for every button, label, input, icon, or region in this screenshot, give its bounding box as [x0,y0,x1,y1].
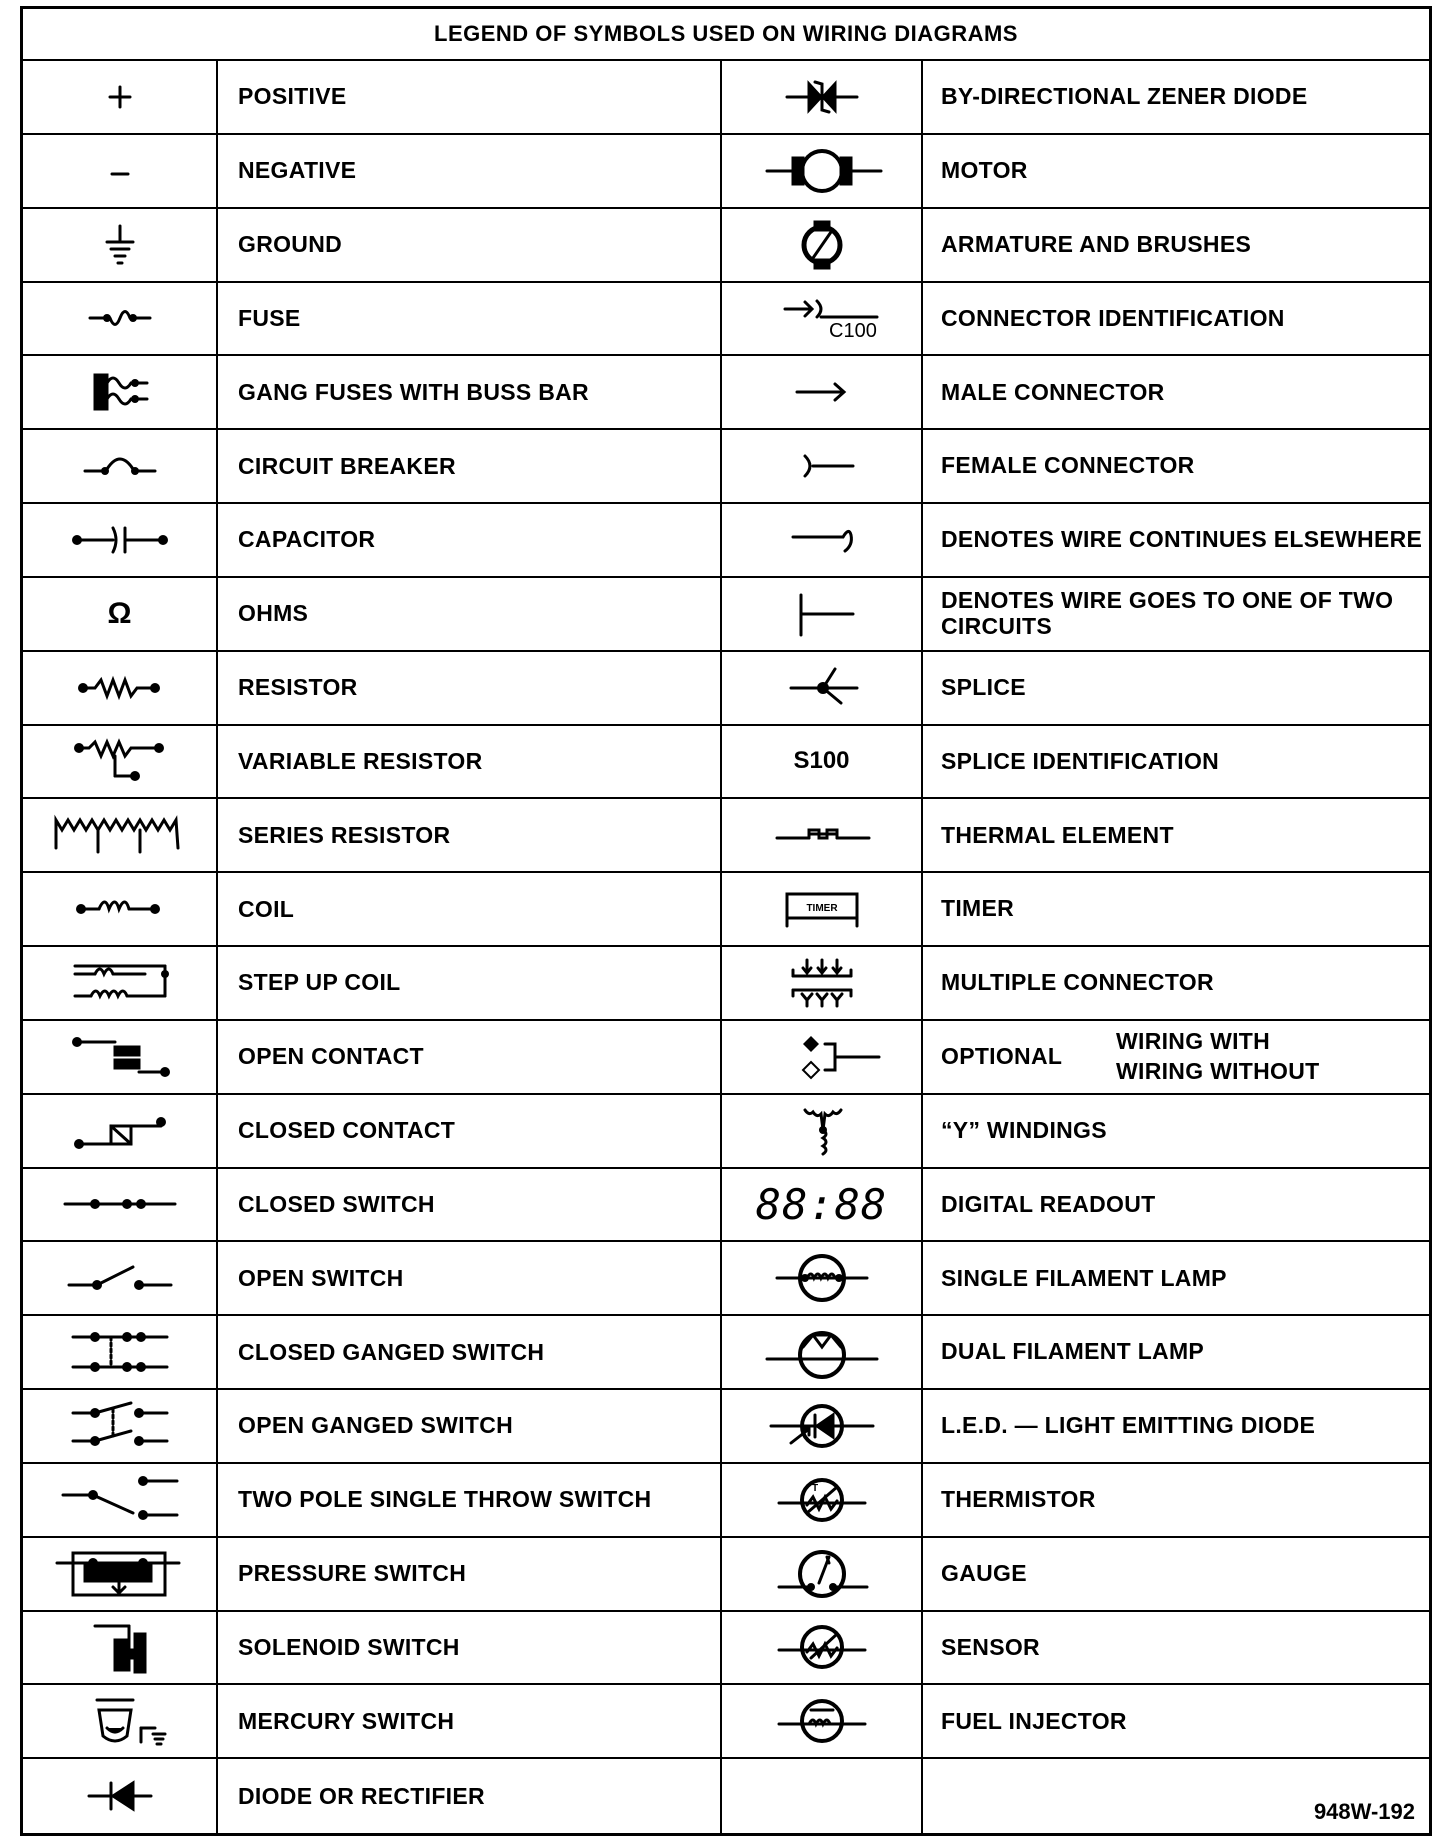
symbol-label: CLOSED CONTACT [218,1095,722,1169]
symbol-label: THERMAL ELEMENT [923,799,1429,873]
symbol-label: L.E.D. — LIGHT EMITTING DIODE [923,1390,1429,1464]
symbol-label: COIL [218,873,722,947]
optional-with-label: WIRING WITH [1116,1027,1271,1054]
legend-title: LEGEND OF SYMBOLS USED ON WIRING DIAGRAMS [23,9,1429,61]
symbol-label: MOTOR [923,135,1429,209]
splice-id-icon [793,747,849,775]
wire-continues-icon [757,513,887,567]
zener-diode-icon [757,70,887,124]
open-contact-icon [55,1030,185,1084]
resistor-icon [55,661,185,715]
symbol-label: ARMATURE AND BRUSHES [923,209,1429,283]
symbol-label: OPEN GANGED SWITCH [218,1390,722,1464]
symbol-cell [23,652,218,726]
symbol-cell [722,1242,923,1316]
symbol-cell [23,1464,218,1538]
symbol-label-optional [923,1021,1429,1095]
symbol-label: GAUGE [923,1538,1429,1612]
symbol-cell [722,1759,923,1833]
motor-icon [757,144,887,198]
symbol-cell [722,1464,923,1538]
symbol-cell [23,1021,218,1095]
symbol-label: GROUND [218,209,722,283]
symbol-label: SPLICE [923,652,1429,726]
symbol-cell [722,1685,923,1759]
symbol-label: DIODE OR RECTIFIER [218,1759,722,1833]
y-windings-icon [757,1104,887,1158]
series-resistor-icon [52,808,188,862]
two-pole-switch-icon [53,1473,187,1527]
closed-contact-icon [55,1104,185,1158]
digital-readout-icon [756,1180,887,1229]
symbol-cell [722,652,923,726]
multiple-connector-icon [757,956,887,1010]
digital-readout-text: 88:88 [755,1179,888,1229]
fuse-icon [55,291,185,345]
symbol-label: OPEN CONTACT [218,1021,722,1095]
symbol-label: RESISTOR [218,652,722,726]
symbol-label: NEGATIVE [218,135,722,209]
symbol-cell [23,799,218,873]
symbol-cell [23,873,218,947]
symbol-label: CLOSED SWITCH [218,1169,722,1243]
closed-ganged-switch-icon [55,1325,185,1379]
symbol-cell [722,873,923,947]
symbol-cell [23,1095,218,1169]
solenoid-switch-icon [55,1620,185,1674]
negative-icon [55,144,185,198]
symbol-label: TIMER [923,873,1429,947]
coil-icon [55,882,185,936]
symbol-label: THERMISTOR [923,1464,1429,1538]
symbol-cell [23,1242,218,1316]
symbol-cell [23,1538,218,1612]
wire-branch-icon [757,587,887,641]
led-icon [757,1399,887,1453]
symbol-label: SOLENOID SWITCH [218,1612,722,1686]
symbol-label: SENSOR [923,1612,1429,1686]
symbol-cell [23,1169,218,1243]
symbol-cell [722,135,923,209]
symbol-label: FUEL INJECTOR [923,1685,1429,1759]
symbol-cell [722,1612,923,1686]
optional-icon [755,1030,889,1084]
symbol-cell [23,1759,218,1833]
symbol-label: FEMALE CONNECTOR [923,430,1429,504]
symbol-cell [722,430,923,504]
symbol-label: STEP UP COIL [218,947,722,1021]
symbol-cell [722,61,923,135]
symbol-label: POSITIVE [218,61,722,135]
symbol-label: GANG FUSES WITH BUSS BAR [218,356,722,430]
symbol-cell [722,283,923,357]
figure-code: 948W-192 [1313,1799,1415,1824]
symbol-cell [722,356,923,430]
splice-icon [757,661,887,715]
thermistor-icon [757,1473,887,1527]
thermal-element-icon [757,808,887,862]
closed-switch-icon [55,1177,185,1231]
symbol-label: FUSE [218,283,722,357]
variable-resistor-icon [55,734,185,788]
dual-filament-lamp-icon [757,1325,887,1379]
symbol-cell [722,1390,923,1464]
symbol-cell [23,504,218,578]
symbol-label: DENOTES WIRE CONTINUES ELSEWHERE [923,504,1429,578]
symbol-label: DENOTES WIRE GOES TO ONE OF TWO CIRCUITS [923,578,1429,652]
symbol-label: OPTIONAL [941,1043,1063,1070]
symbol-label: SINGLE FILAMENT LAMP [923,1242,1429,1316]
male-connector-icon [757,365,887,419]
step-up-coil-icon [55,956,185,1010]
legend-table [20,6,1432,1836]
armature-icon [757,218,887,272]
circuit-breaker-icon [55,439,185,493]
connector-id-text: C100 [828,320,877,343]
symbol-cell [722,726,923,800]
symbol-cell [722,504,923,578]
symbol-cell [722,1316,923,1390]
timer-icon [757,882,887,936]
symbol-label: MULTIPLE CONNECTOR [923,947,1429,1021]
symbol-cell [23,430,218,504]
splice-id-text: S100 [793,747,850,775]
symbol-cell [722,1538,923,1612]
sensor-icon [757,1620,887,1674]
symbol-cell [23,1685,218,1759]
symbol-cell [722,1021,923,1095]
symbol-label: “Y” WINDINGS [923,1095,1429,1169]
symbol-label: TWO POLE SINGLE THROW SWITCH [218,1464,722,1538]
ground-icon [55,218,185,272]
symbol-label: CIRCUIT BREAKER [218,430,722,504]
symbol-cell [722,1095,923,1169]
pressure-switch-icon [53,1547,187,1601]
optional-without-label: WIRING WITHOUT [1116,1057,1320,1084]
symbol-cell [23,283,218,357]
symbol-label: MERCURY SWITCH [218,1685,722,1759]
symbol-label: BY-DIRECTIONAL ZENER DIODE [923,61,1429,135]
symbol-cell [23,61,218,135]
connector-id-icon [755,291,889,345]
timer-text: TIMER [805,903,838,915]
open-switch-icon [55,1251,185,1305]
symbol-label: OPEN SWITCH [218,1242,722,1316]
female-connector-icon [757,439,887,493]
symbol-cell [722,799,923,873]
symbol-cell [722,578,923,652]
symbol-cell [23,135,218,209]
mercury-switch-icon [55,1694,185,1748]
diode-icon [55,1769,185,1823]
symbol-label: DUAL FILAMENT LAMP [923,1316,1429,1390]
open-ganged-switch-icon [55,1399,185,1453]
single-filament-lamp-icon [757,1251,887,1305]
symbol-cell [23,356,218,430]
symbol-label: SERIES RESISTOR [218,799,722,873]
symbol-label: CAPACITOR [218,504,722,578]
symbol-cell [722,209,923,283]
symbol-label: CONNECTOR IDENTIFICATION [923,283,1429,357]
symbol-cell [722,1169,923,1243]
symbol-cell [23,209,218,283]
symbol-cell [23,726,218,800]
capacitor-icon [55,513,185,567]
symbol-cell [23,578,218,652]
ohms-icon: Ω [107,596,132,630]
fuel-injector-icon [757,1694,887,1748]
symbol-label: CLOSED GANGED SWITCH [218,1316,722,1390]
gauge-icon [757,1547,887,1601]
symbol-label: SPLICE IDENTIFICATION [923,726,1429,800]
symbol-cell [722,947,923,1021]
symbol-cell [23,1390,218,1464]
symbol-label: MALE CONNECTOR [923,356,1429,430]
symbol-label: VARIABLE RESISTOR [218,726,722,800]
symbol-cell [23,947,218,1021]
symbol-cell [23,1612,218,1686]
symbol-label: OHMS [218,578,722,652]
symbol-cell [23,1316,218,1390]
gang-fuses-icon [55,365,185,419]
positive-icon [55,70,185,124]
symbol-label: DIGITAL READOUT [923,1169,1429,1243]
svg-text:T: T [811,1482,818,1494]
symbol-label: PRESSURE SWITCH [218,1538,722,1612]
